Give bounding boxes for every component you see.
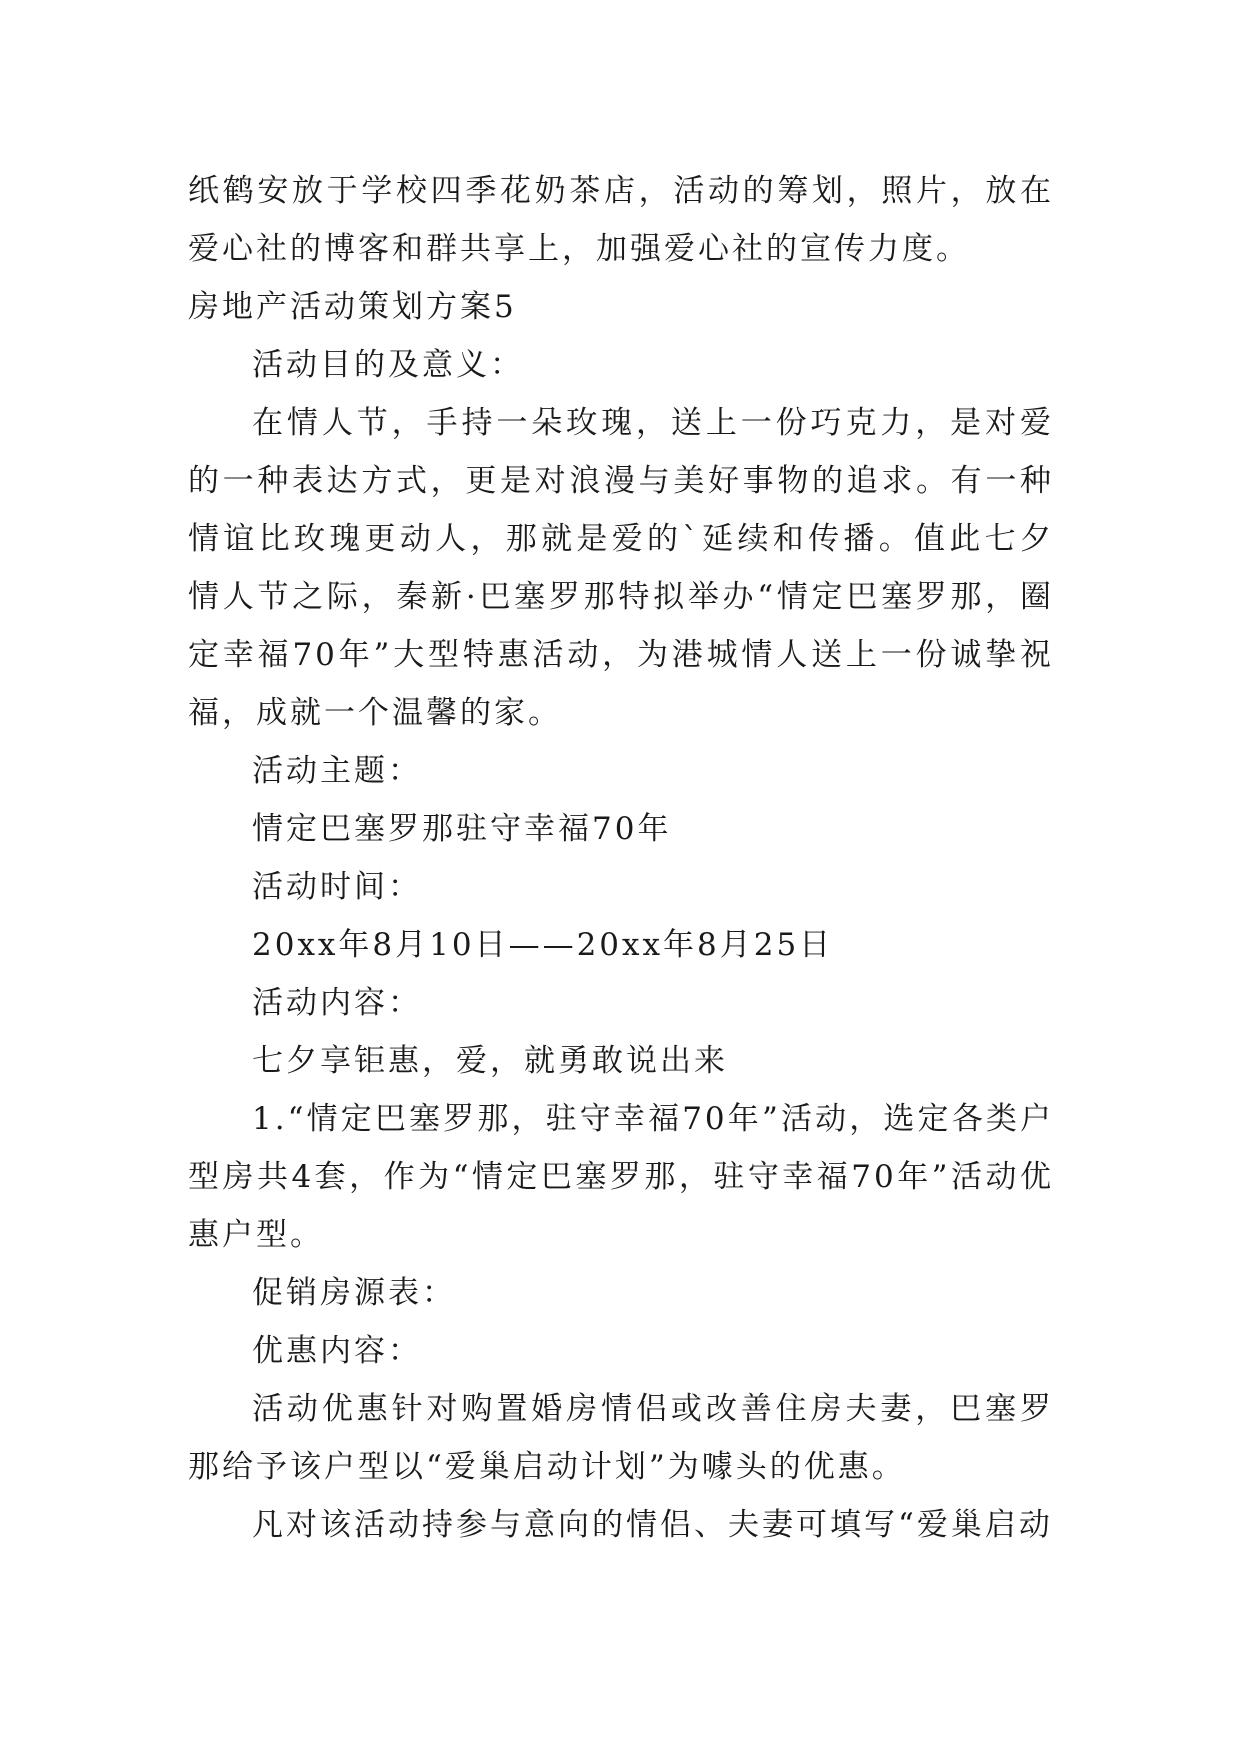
paragraph-slogan: 七夕享钜惠，爱，就勇敢说出来	[252, 1043, 728, 1079]
paragraph-purpose: 在情人节，手持一朵玫瑰，送上一份巧克力，是对爱的一种表达方式，更是对浪漫与美好事物的追求。有一种情谊比玫瑰更动人，那就是爱的`延续和传播。值此七夕情人节之际，秦新·巴塞罗那特拟举办“情定巴塞罗那，圈定幸福70年”大型特惠活动，为港城情人送上一份诚挚祝福，成就一个温馨的家。	[188, 405, 1054, 731]
paragraph-participation: 凡对该活动持参与意向的情侣、夫妻可填写“爱巢启动	[252, 1507, 1053, 1543]
paragraph-item-1: 1.“情定巴塞罗那，驻守幸福70年”活动，选定各类户型房共4套，作为“情定巴塞罗那，驻守幸福70年”活动优惠户型。	[188, 1101, 1054, 1253]
label-time: 活动时间：	[252, 869, 422, 905]
label-purpose: 活动目的及意义：	[252, 347, 524, 383]
document-body	[188, 162, 1054, 1554]
section-heading: 房地产活动策划方案5	[188, 289, 517, 325]
label-theme: 活动主题：	[252, 753, 422, 789]
paragraph-intro-continuation: 纸鹤安放于学校四季花奶茶店，活动的筹划，照片，放在爱心社的博客和群共享上，加强爱心社的宣传力度。	[188, 173, 1054, 267]
label-content: 活动内容：	[252, 985, 422, 1021]
label-listing-table: 促销房源表：	[252, 1275, 456, 1311]
label-discount: 优惠内容：	[252, 1333, 422, 1369]
paragraph-discount: 活动优惠针对购置婚房情侣或改善住房夫妻，巴塞罗那给予该户型以“爱巢启动计划”为噱头的优惠。	[188, 1391, 1054, 1485]
paragraph-theme: 情定巴塞罗那驻守幸福70年	[252, 811, 672, 847]
paragraph-time: 20xx年8月10日——20xx年8月25日	[252, 927, 834, 963]
